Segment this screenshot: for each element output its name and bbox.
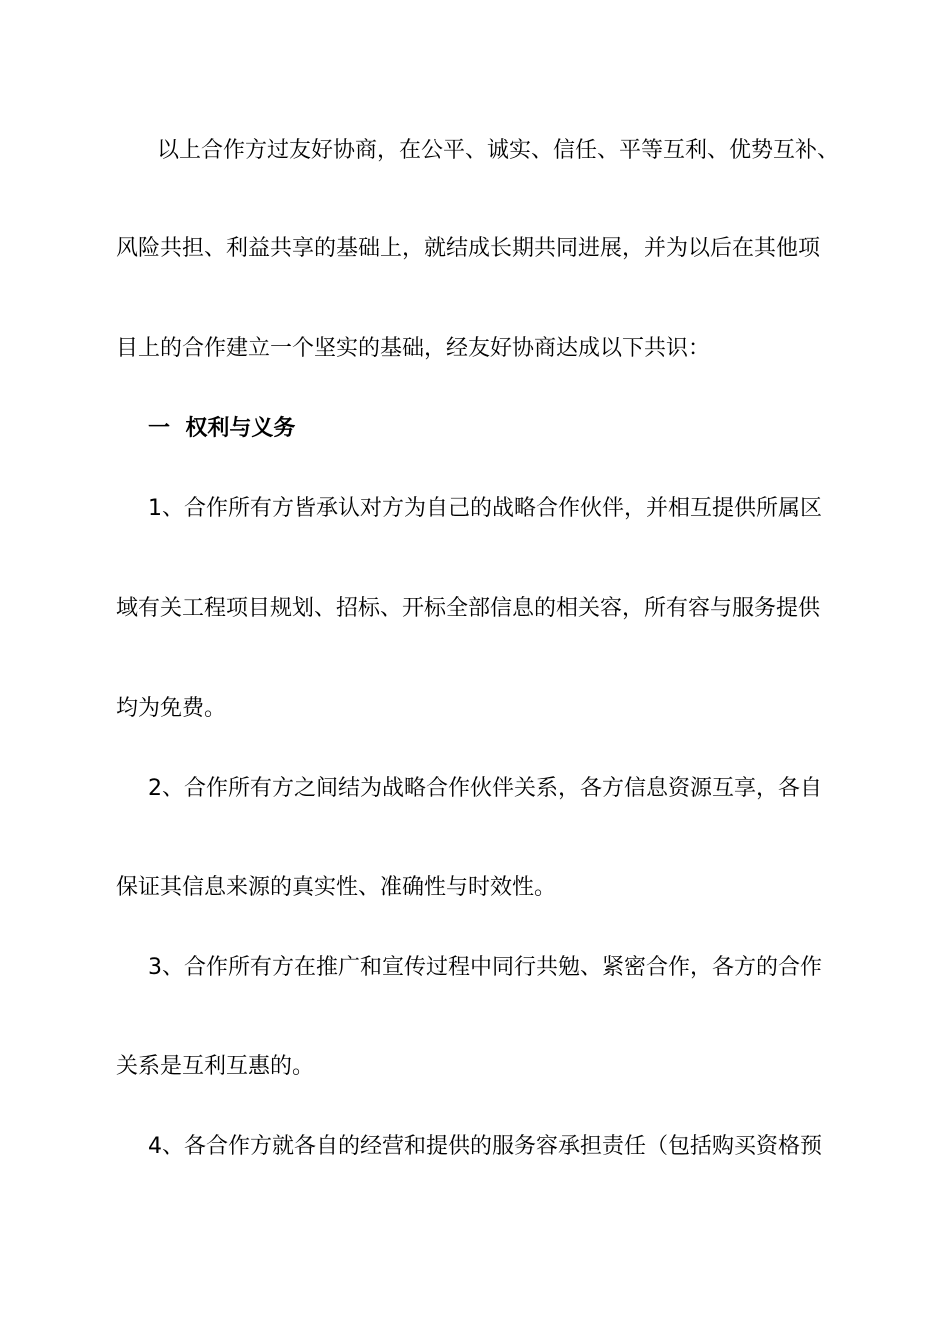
item-1-line-2: 域有关工程项目规划、招标、开标全部信息的相关容，所有容与服务提供 — [116, 596, 821, 621]
section-heading: 一 权利与义务 — [148, 416, 296, 441]
item-1-line-3: 均为免费。 — [116, 696, 227, 721]
paragraph-intro-line-1: 以上合作方过友好协商，在公平、诚实、信任、平等互利、优势互补、 — [157, 138, 840, 163]
item-3-line-2: 关系是互利互惠的。 — [116, 1054, 315, 1079]
paragraph-intro-line-3: 目上的合作建立一个坚实的基础，经友好协商达成以下共识： — [116, 336, 711, 361]
paragraph-intro-line-2: 风险共担、利益共享的基础上，就结成长期共同进展，并为以后在其他项 — [116, 236, 821, 261]
item-3-line-1: 3、合作所有方在推广和宣传过程中同行共勉、紧密合作，各方的合作 — [148, 955, 822, 980]
item-1-line-1: 1、合作所有方皆承认对方为自己的战略合作伙伴，并相互提供所属区 — [148, 496, 822, 521]
item-4-line-1: 4、各合作方就各自的经营和提供的服务容承担责任（包括购买资格预 — [148, 1134, 822, 1159]
item-2-line-1: 2、合作所有方之间结为战略合作伙伴关系，各方信息资源互享，各自 — [148, 776, 822, 801]
item-2-line-2: 保证其信息来源的真实性、准确性与时效性。 — [116, 875, 557, 900]
